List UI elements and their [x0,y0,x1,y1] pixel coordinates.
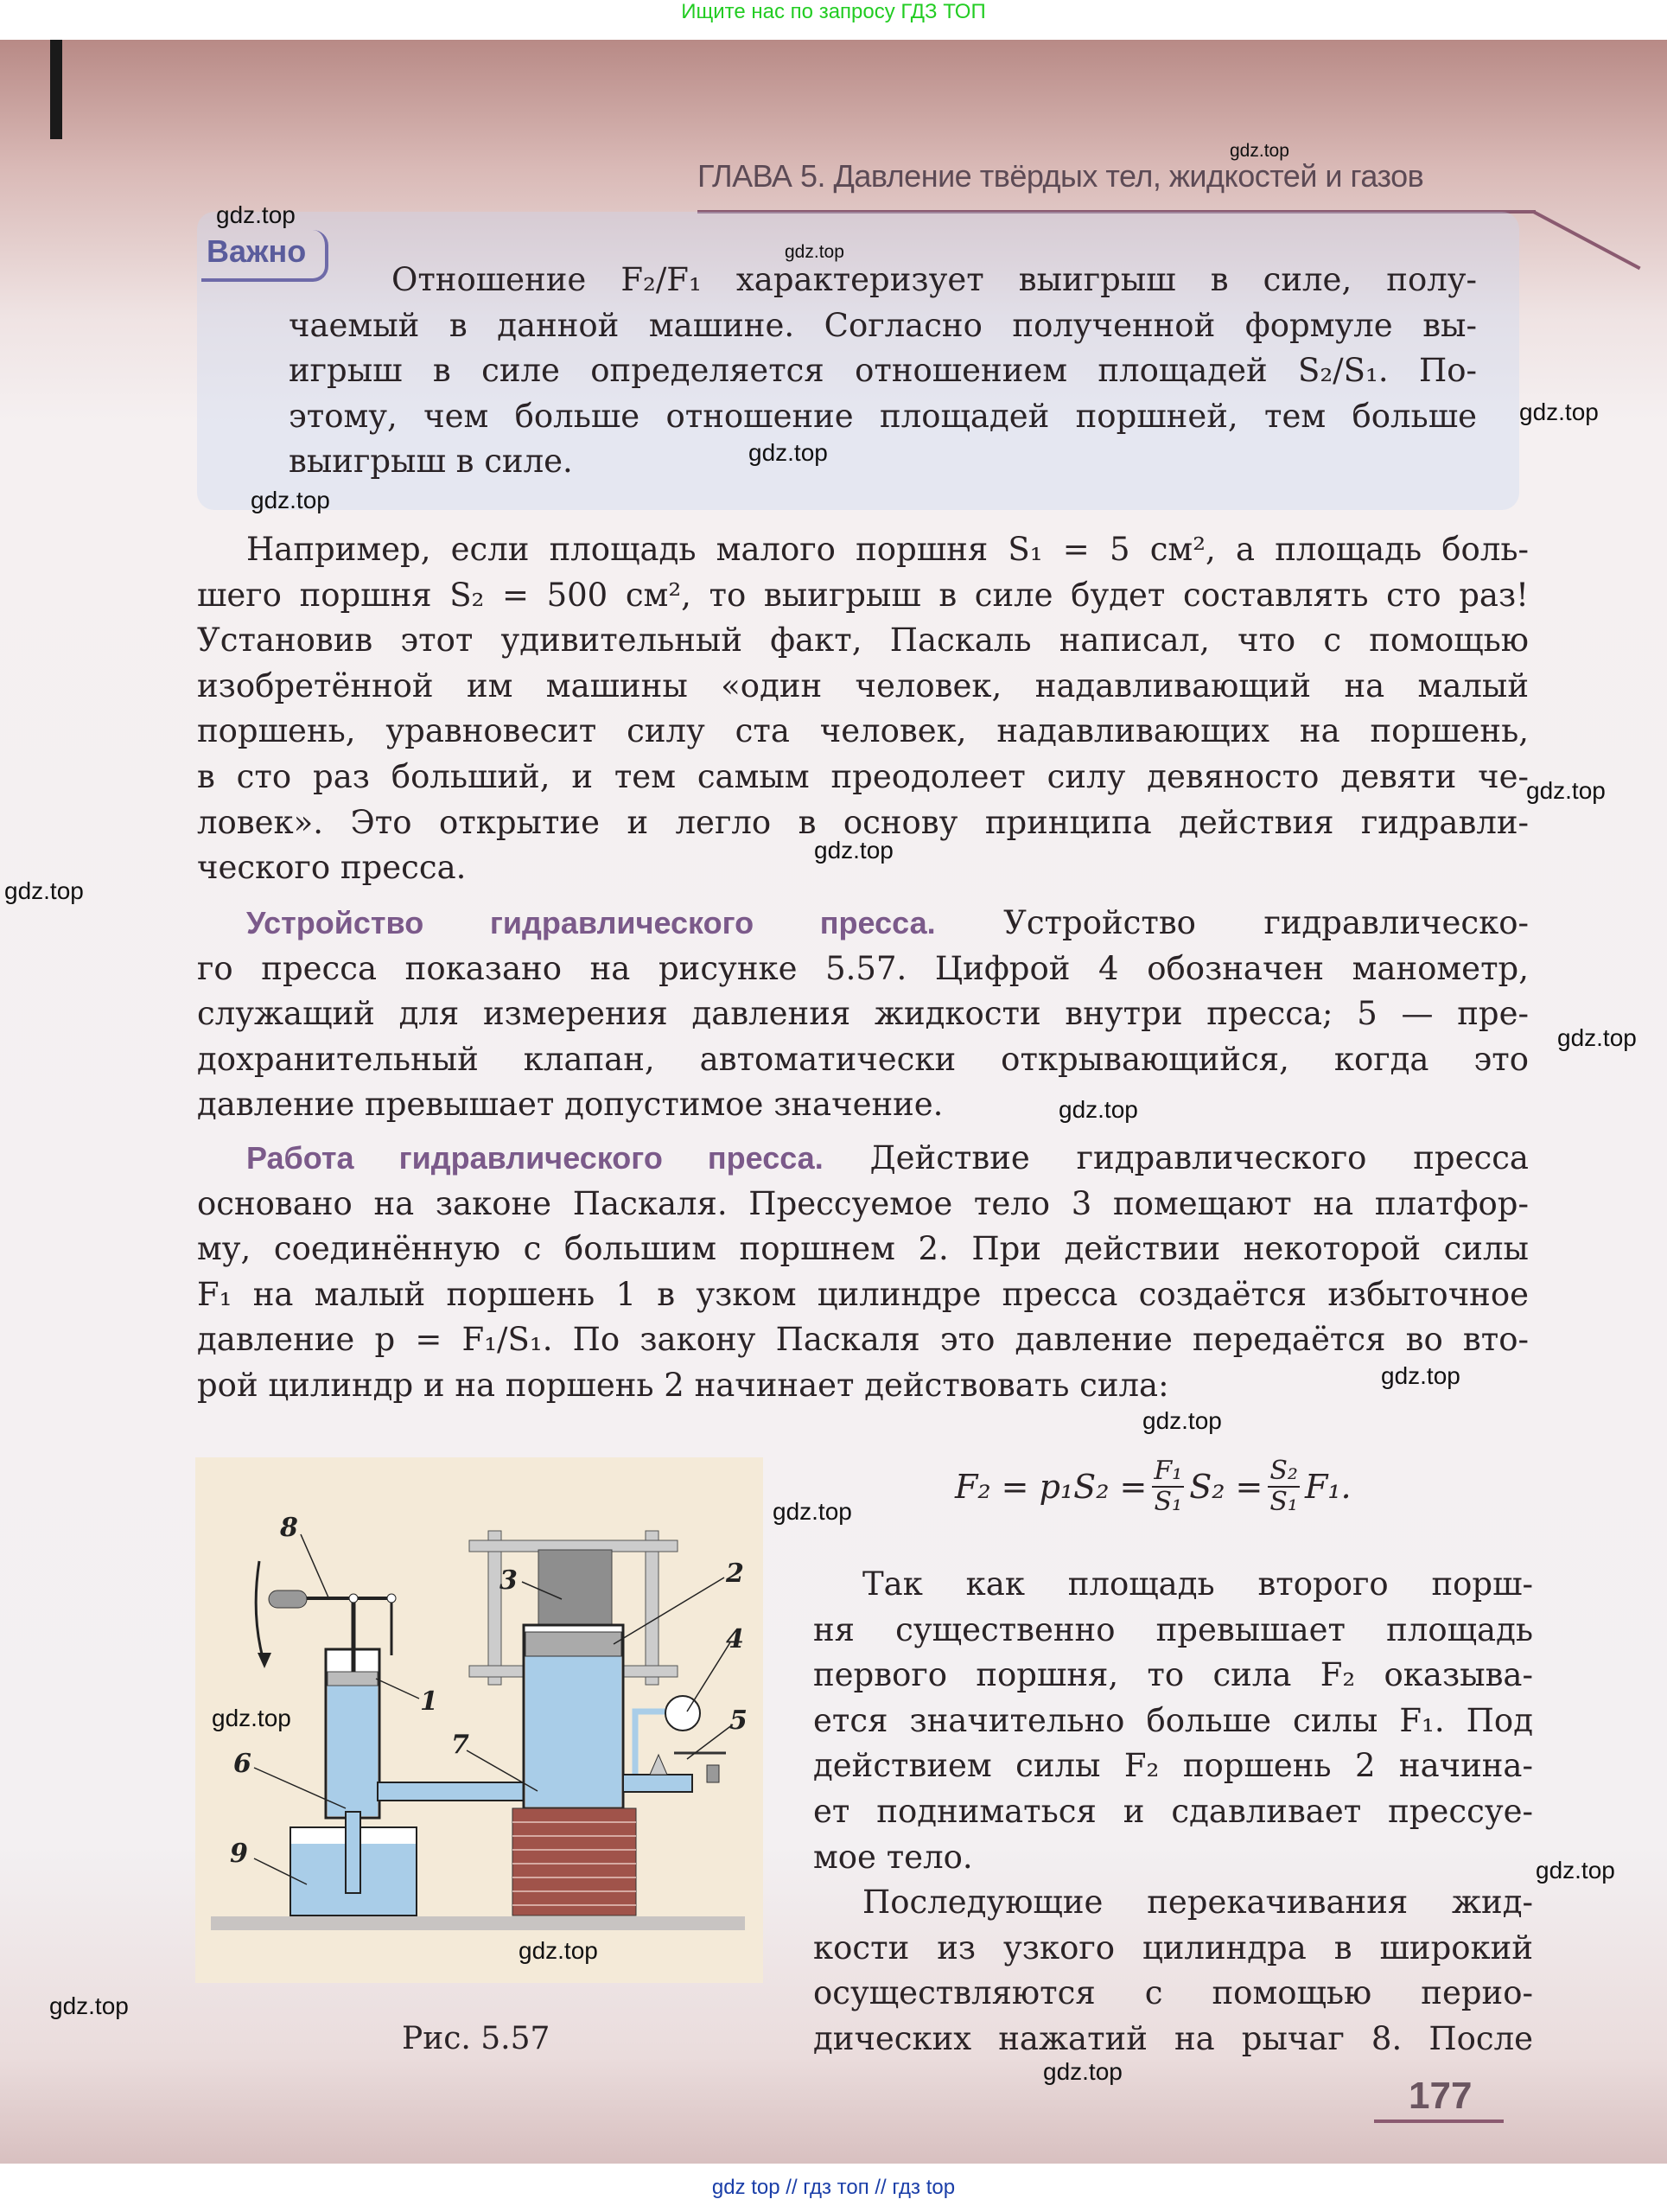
text-line [197,901,1529,947]
large-piston-2 [525,1632,621,1656]
text-line: шего поршня S₂ = 500 см², то выигрыш в силе будет составлять сто раз! [197,576,1529,614]
watermark: gdz.top [212,1705,291,1731]
text-line: Последующие перекачивания жид- [862,1884,1533,1922]
text-line: поршень, уравновесит силу ста человек, надавливающих на поршень, [197,712,1529,750]
text-line: этому, чем больше отношение площадей поршней, тем больше [289,397,1477,435]
chapter-header: ГЛАВА 5. Давление твёрдых тел, жидкостей и газов [697,158,1424,194]
text-line: чаемый в данной машине. Согласно полученной формуле вы- [289,306,1477,344]
text-line: давление превышает допустимое значение. [197,1086,944,1124]
figure-caption: Рис. 5.57 [402,2021,550,2056]
label-5: 5 [729,1705,748,1736]
watermark: gdz.top [1557,1024,1637,1051]
text-line: дохранительный клапан, автоматически открывающийся, когда это [197,1040,1529,1078]
fraction-f1-s1 [1152,1457,1184,1517]
paragraph-right-column [813,1562,1533,2062]
text-line: мое тело. [813,1838,973,1876]
connecting-pipe-7 [378,1782,526,1801]
numerator: F₁ [1154,1456,1183,1486]
label-9: 9 [230,1839,248,1869]
watermark: gdz.top [785,242,844,262]
text-line [197,1136,1529,1182]
ground [211,1916,745,1930]
text-run: Устройство гидравлическо- [935,904,1529,941]
text-line: Отношение F₂/F₁ характеризует выигрыш в силе, полу- [391,261,1477,298]
top-banner[interactable]: Ищите нас по запросу ГДЗ ТОП [0,0,1667,40]
label-4: 4 [726,1624,744,1654]
safety-valve-pipe-5 [623,1775,692,1792]
watermark: gdz.top [1381,1362,1460,1389]
text-line: давление p = F₁/S₁. По закону Паскаля это давление передаётся во вто- [197,1321,1529,1359]
watermark: gdz.top [216,201,296,228]
bottom-banner[interactable]: gdz top // гдз топ // гдз top [0,2164,1667,2209]
text-line: рой цилиндр и на поршень 2 начинает действовать сила: [197,1366,1169,1404]
text-line: основано на законе Паскаля. Прессуемое тело 3 помещают на платфор- [197,1184,1529,1222]
text-line: первого поршня, то сила F₂ оказыва- [813,1656,1533,1694]
watermark: gdz.top [814,837,894,864]
watermark: gdz.top [773,1498,852,1525]
text-line: Например, если площадь малого поршня S₁ = 5 см², а площадь боль- [246,531,1529,568]
text-line: действием силы F₂ поршень 2 начина- [813,1747,1533,1785]
text-line: ловек». Это открытие и легло в основу принципа действия гидравли- [197,803,1529,841]
watermark: gdz.top [1536,1857,1615,1884]
text-line: ческого пресса. [197,849,467,887]
text-line: изобретённой им машины «один человек, надавливающий на малый [197,666,1529,704]
text-line: игрыш в силе определяется отношением площадей S₂/S₁. По- [289,352,1477,390]
small-piston-1 [328,1672,378,1686]
large-cylinder [524,1625,623,1808]
text-line: Так как площадь второго порш- [862,1565,1533,1603]
watermark: gdz.top [1142,1407,1222,1434]
label-3: 3 [499,1565,518,1596]
paragraph-important [289,258,1477,485]
formula-lhs: F₂ = p₁S₂ = [955,1468,1148,1506]
text-line: Установив этот удивительный факт, Паскаль написал, что с помощью [197,622,1529,660]
watermark: gdz.top [748,439,828,466]
watermark: gdz.top [519,1937,598,1964]
denominator: S₁ [1269,1487,1298,1517]
watermark: gdz.top [1059,1096,1138,1123]
important-badge: Важно [201,230,328,282]
label-6: 6 [233,1749,251,1779]
hydraulic-press-figure [190,1452,778,2057]
paragraph-press-operation [197,1136,1529,1409]
text-line: му, соединённую с большим поршнем 2. При действии некоторой силы [197,1230,1529,1268]
fraction-s2-s1 [1268,1457,1300,1517]
text-line: ня существенно превышает площадь [813,1610,1533,1648]
paragraph-press-device [197,901,1529,1128]
pressed-body-3 [538,1550,612,1632]
numerator: S₂ [1269,1456,1298,1486]
watermark: gdz.top [251,487,330,513]
brick-base [512,1808,636,1916]
page-number: 177 [1409,2075,1473,2117]
label-2: 2 [726,1559,744,1589]
page-edge [50,40,62,139]
text-line: осуществляются с помощью перио- [813,1974,1533,2012]
formula-mid: S₂ = [1189,1468,1263,1506]
manometer-4 [665,1696,700,1731]
label-7: 7 [451,1730,469,1760]
section-heading: Устройство гидравлического пресса. [246,905,936,940]
watermark: gdz.top [1519,398,1599,425]
formula-rhs: F₁. [1304,1468,1352,1506]
text-line: ет подниматься и сдавливает прессуе- [813,1792,1533,1830]
text-run: Действие гидравлического пресса [823,1139,1529,1176]
watermark: gdz.top [1043,2058,1123,2085]
watermark: gdz.top [1526,777,1606,804]
text-line: F₁ на малый поршень 1 в узком цилиндре пресса создаётся избыточное [197,1275,1529,1313]
denominator: S₁ [1154,1487,1183,1517]
page-number-rule [1374,2120,1504,2123]
text-line: го пресса показано на рисунке 5.57. Цифрой 4 обозначен манометр, [197,949,1529,987]
text-line: ется значительно больше силы F₁. Под [813,1701,1533,1739]
watermark: gdz.top [4,877,84,904]
text-line: служащий для измерения давления жидкости внутри пресса; 5 — пре- [197,995,1529,1033]
small-cylinder [326,1649,379,1818]
text-line: в сто раз больший, и тем самым преодолеет силу девяносто девяти че- [197,757,1529,795]
valve-weight [707,1765,719,1782]
label-1: 1 [420,1686,438,1717]
valve-tube-6 [346,1812,360,1893]
section-heading: Работа гидравлического пресса. [246,1140,824,1176]
text-line: выигрыш в силе. [289,443,573,481]
text-line: дических нажатий на рычаг 8. После [813,2019,1533,2057]
text-line: кости из узкого цилиндра в широкий [813,1928,1533,1967]
watermark: gdz.top [1230,141,1289,161]
label-8: 8 [280,1513,298,1543]
watermark: gdz.top [49,1992,129,2019]
force-formula [955,1452,1352,1521]
